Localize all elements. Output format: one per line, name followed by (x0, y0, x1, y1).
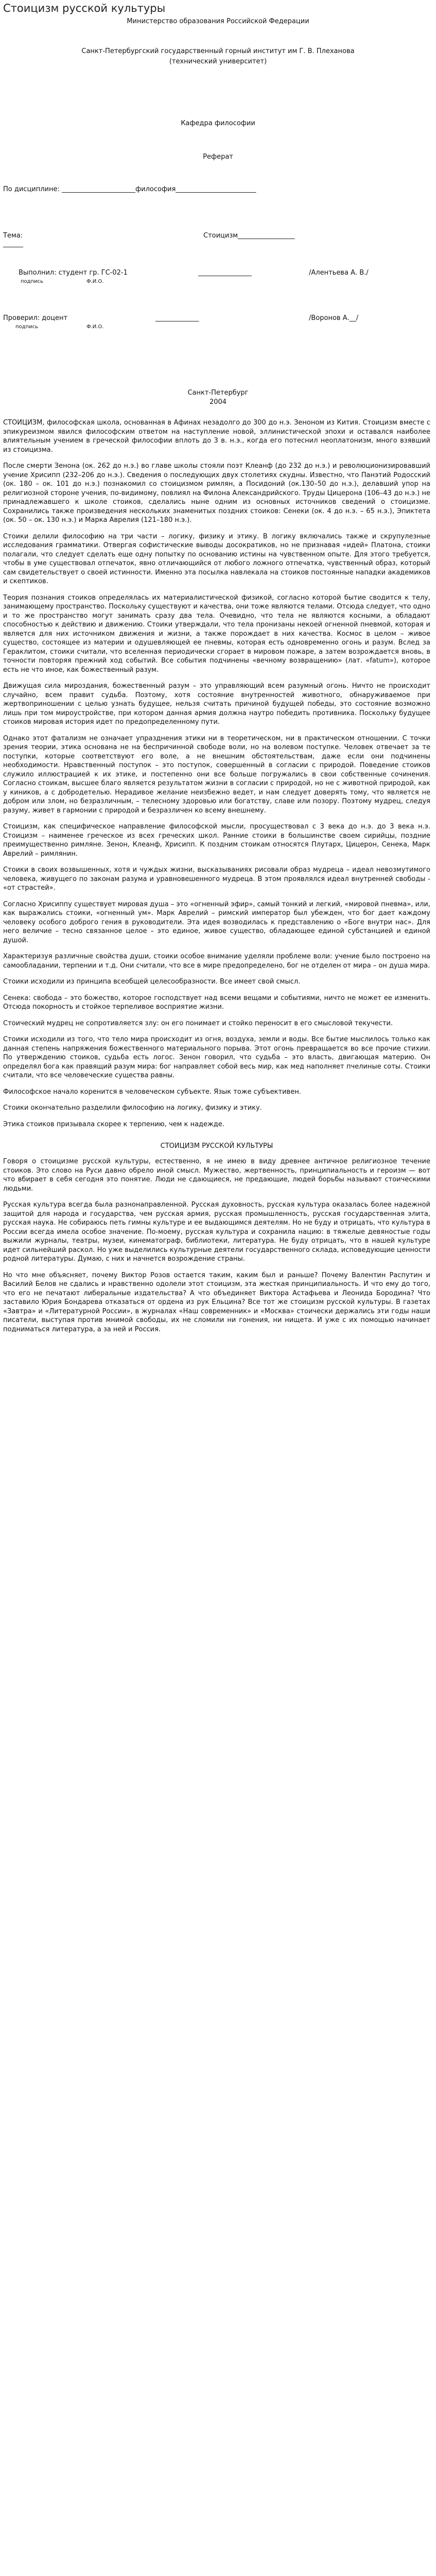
paragraph: Этика стоиков призывала скорее к терпению, чем к надежде. (3, 1120, 224, 1128)
paragraph: Стоики делили философию на три части – логику, физику и этику. В логику включались также и скрупулезные исследования грамматики. Отвергая софистические выводы досократиков, но не признавая «идей» Платона, стоики полагали, что следует сделать еще одну попытку по основанию истины на чувственном опыте. Для этого требуется, чтобы в уме существовал отпечаток, явно отличающийся от любого ложного отпечатка, чувственный образ, который сам свидетельствует о своей истинности. Именно эта посылка навлекала на стоиков постоянные нападки академиков и скептиков. (3, 532, 430, 585)
student-caption-sign: подпись (21, 279, 43, 284)
essay-part-one (3, 418, 430, 1129)
topic-underline: ______ (3, 240, 23, 248)
paragraph: Сенека: свобода – это божество, которое господствует над всеми вещами и событиями, ничто не может ее изменить. Отсюда покорность и стойкое терпеливое восприятие жизни. (3, 994, 430, 1011)
paragraph: Теория познания стоиков определялась их материалистической физикой, согласно которой бытие сводится к телу, занимающему пространство. Поскольку существуют и качества, они тоже являются телами. Отсюда следует, что одно и то же пространство могут занимать сразу два тела. Очевидно, что тела не являются косными, а обладают способностью к действию и движению. Стоики утверждали, что тела пронизаны некоей огненной пневмой, которая и является для них источником движения и жизни, а также порождает в них качества. Космос в целом – живое существо, состоящее из материи и одушевляющей ее пневмы, которая есть одновременно огонь и разум. Вслед за Гераклитом, стоики считали, что вселенная периодически сгорает в мировом пожаре, а затем возрождается вновь, в точности повторяя прежний ход событий. Все события подчинены «вечному возвращению» (лат. «fatum»), которое есть не что иное, как божественный разум. (3, 594, 430, 674)
paragraph: Стоики окончательно разделили философию на логику, физику и этику. (3, 1104, 262, 1112)
student-name: /Алентьева А. В./ (309, 269, 369, 277)
checker-label: Проверил: доцент (3, 314, 68, 322)
checker-caption-name: Ф.И.О. (86, 324, 104, 330)
paragraph: Движущая сила мироздания, божественный разум – это управляющий всем разумный огонь. Ничто не происходит случайно, всем правит судьба. Поэтому, хотя состояние внутренностей животного, обнаруживаемое при жертвоприношении с целью узнать будущее, нельзя считать причиной будущей победы, это состояние возможно лишь при том мироустройстве, при котором данная армия должна наутро победить противника. Поскольку будущее стоиков мировая история идет по предопределенному пути. (3, 682, 430, 726)
paragraph: Однако этот фатализм не означает упразднения этики ни в теоретическом, ни в практическом отношении. С точки зрения теории, этика основана не на беспричинной свободе воли, но на волевом поступке. Человек отвечает за те поступки, которые соответствуют его воле, а не внешним обстоятельствам, даже если они подчинены необходимости. Нравственный поступок – это поступок, совершенный в согласии с природой. Поведение стоиков служило иллюстрацией к их этике, и постепенно они все больше погружались в свои собственные сочинения. Согласно стоикам, высшее благо является результатом жизни в согласии с природой, но не с животной природой, как у киников, а с добродетелью. Нерадивое желание неизбежно ведет, и нам следует доверять тому, что является не добром или злом, но безразличным, – телесному здоровью или богатству, славе или позору. Поэтому мудрец, следуя разуму, живет в гармонии с природой и безразличен ко всему внешнему. (3, 734, 430, 815)
ministry-line: Министерство образования Российской Федерации (127, 18, 309, 25)
year: 2004 (209, 398, 227, 406)
paragraph: Русская культура всегда была разнонаправленной. Русская духовность, русская культура оказалась более надежной защитой для народа и государства, чем русская армия, русская промышленность, русская государственная элита, русская наука. Не собираюсь петь гимны культуре и ее выдающимся деятелям. Но не буду и отрицать, что культура в России всегда имела особое значение. По-моему, русская культура и сохранила нацию: в тяжелые девяностые годы выжили журналы, театры, музеи, кинематограф, библиотеки, литература. Не буду отрицать, что в нашей культуре идет сильнейший раскол. Но уже выделились культурные деятели государственного склада, исповедующие ценности родной литературы. Думаю, с них и начнется возрождение страны. (3, 1201, 430, 1263)
department-name: Кафедра философии (181, 120, 255, 127)
paragraph: Но что мне объясняет, почему Виктор Розов остается таким, каким был и раньше? Почему Валентин Распутин и Василий Белов не сдались и нравственно одолели этот стоицизм, эта жесткая принципиальность. И что ему до того, что его не печатают либеральные издательства? А что объединяет Виктора Астафьева и Леонида Бородина? Что заставило Юрия Бондарева отказаться от ордена из рук Ельцина? Все тот же стоицизм русской культуры. В газетах «Завтра» и «Литературной России», в журналах «Наш современник» и «Москва» стоически держались эти годы наши писатели, выступая против мнимой свободы, их не сломили ни гонения, ни нищета. И уже с их помощью начинает подниматься литература, а за ней и Россия. (3, 1271, 430, 1333)
student-caption-name: Ф.И.О. (86, 279, 104, 284)
checker-caption-sign: подпись (15, 324, 38, 330)
checker-name: /Воронов А.__/ (309, 314, 359, 322)
paragraph: После смерти Зенона (ок. 262 до н.э.) во главе школы стояли поэт Клеанф (до 232 до н.э.) и революционизировавший учение Хрисипп (232–206 до н.э.). Сведения о последующих двух столетиях скудны. Известно, что Панэтий Родосский (ок. 180 – ок. 101 до н.э.) познакомил со стоицизмом римлян, а Посидоний (ок.130–50 до н.э.), делавший упор на религиозной стороне учения, по-видимому, повлиял на Филона Александрийского. Труды Цицерона (106–43 до н.э.) не принадлежавшего к школе стоиков, сделались ныне одним из основных источников сведений о стоицизме. Сохранились также произведения нескольких знаменитых поздних стоиков: Сенеки (ок. 4 до н.э. – 65 н.э.), Эпиктета (ок. 50 – ок. 130 н.э.) и Марка Аврелия (121–180 н.э.). (3, 462, 430, 524)
checker-signature-blank: _____________ (155, 314, 199, 322)
essay-body (3, 418, 430, 1341)
paragraph: Стоицизм, как специфическое направление философской мысли, просуществовал с 3 века до н.э. до 3 века н.э. Стоицизм – наименее греческое из всех греческих школ. Ранние стоики в большинстве своем сирийцы, поздние преимущественно римляне. Зенон, Клеанф, Хрисипп. К поздним стоикам относятся Плутарх, Цицерон, Сенека, Марк Аврелий – римлянин. (3, 823, 430, 858)
institute-subtitle: (технический университет) (169, 58, 267, 65)
paragraph: Согласно Хрисиппу существует мировая душа – это «огненный эфир», самый тонкий и легкий, «мировой пневма», или, как выражались стоики, «огненный ум». Марк Аврелий – римский император был убежден, что бог дает каждому человеку особого доброго гения в руководители. Эта идея возводилась к представлению о «Боге внутри нас». Для него величие – тесно связанное целое – это единое, живое существо, обладающее единой субстанцией и единой душой. (3, 900, 430, 944)
student-signature-blank: ________________ (198, 269, 252, 277)
paragraph: Стоики исходили из того, что тело мира происходит из огня, воздуха, земли и воды. Все бытие мыслилось только как данная степень напряжения божественного материального порыва. Этот огонь превращается во все прочие стихии. По утверждению стоиков, судьба есть логос. Зенон говорил, что судьба – это власть, двигающая материю. Он определял бога как правящий разум мира: бог направляет собой весь мир, как мед наполняет пчелиные соты. Стоики считали, что все человеческие существа равны. (3, 1036, 430, 1079)
student-label: Выполнил: студент гр. ГС-02-1 (19, 269, 128, 277)
paragraph: Стоики исходили из принципа всеобщей целесообразности. Все имеет свой смысл. (3, 978, 301, 986)
site-title: Стоицизм русской культуры (3, 2, 166, 14)
topic-value: Стоицизм_________________ (203, 232, 295, 240)
city: Санкт-Петербург (187, 389, 249, 397)
paragraph: Говоря о стоицизме русской культуры, естественно, я не имею в виду древнее античное религиозное течение стоиков. Это слово на Руси давно обрело иной смысл. Мужество, жертвенность, принципиальность и героизм — вот что вбирает в себя сегодня это понятие. Люди не сдающиеся, не предающие, людей борьбы называют стоическими людьми. (3, 1158, 430, 1193)
paragraph: Стоический мудрец не сопротивляется злу: он его понимает и стойко переносит в его смысловой текучести. (3, 1019, 393, 1027)
work-type: Реферат (203, 153, 233, 161)
discipline-line: По дисциплине: ______________________философия________________________ (3, 185, 256, 193)
institute-name: Санкт-Петербургский государственный горный институт им Г. В. Плеханова (81, 47, 355, 55)
topic-label: Тема: (3, 232, 23, 240)
paragraph: СТОИЦИЗМ, философская школа, основанная в Афинах незадолго до 300 до н.э. Зеноном из Кития. Стоицизм вместе с эпикуреизмом явился философским ответом на наступление новой, эллинистической эпохи и оставался наиболее влиятельным учением в греческой философии вплоть до 3 в. н.э., когда его потеснил неоплатонизм, много взявший из стоицизма. (3, 419, 430, 454)
paragraph: Философское начало коренится в человеческом субъекте. Язык тоже субъективен. (3, 1088, 301, 1096)
section-heading: СТОИЦИЗМ РУССКОЙ КУЛЬТУРЫ (160, 1142, 273, 1150)
paragraph: Характеризуя различные свойства души, стоики особое внимание уделяли проблеме воли: учение было построено на самообладании, терпении и т.д. Они считали, что все в мире предопределено, бог не отделен от мира – он душа мира. (3, 953, 430, 970)
paragraph: Стоики в своих возвышенных, хотя и чуждых жизни, высказываниях рисовали образ мудреца – идеал невозмутимого человека, живущего по законам разума и уравновешенного мудреца. В этом проявлялся идеал внутренней свободы - «от страстей». (3, 866, 430, 892)
essay-part-two (3, 1157, 430, 1334)
